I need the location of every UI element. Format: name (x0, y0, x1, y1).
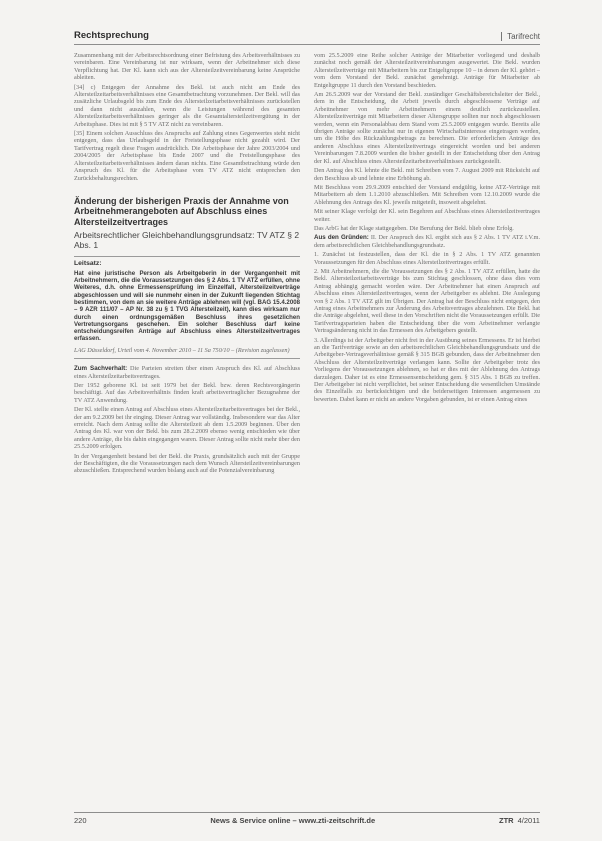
page-number: 220 (74, 815, 87, 825)
leitsatz-text: Hat eine juristische Person als Arbeitgeberin in der Vergangenheit mit Arbeitnehmern, die die Voraussetzungen des § 2 Abs. 1 TV ATZ erfüllen, ohne Weiteres, d.h. ohne Ermessensprüfung im Einzelfall, Altersteilzeitverträge abgeschlossen und will sie nunmehr einen in der Zukunft liegenden Stichtag bestimmen, von dem an sie weitere Anträge ablehnen will (vgl. BAG 15.4.2008 – 9 AZR 111/07 – AP Nr. 38 zu § 1 TVG Altersteilzeit), kann dies wirksam nur durch einen ordnungsgemäßen Beschluss ihres gesetzlichen Vertretungsorgans geschehen. Ein solcher Beschluss darf keine entscheidungsreifen Anträge auf Abschluss eines Altersteilzeitvertrages erfassen. (74, 269, 300, 343)
paragraph: [34] c) Entgegen der Annahme des Bekl. ist auch nicht am Ende des Altersteilzeitarbeitsverhältnisses eine Gesamtbetrachtung vorzunehmen. Der Bekl. will das zusätzliche Urlaubsgeld bis zum Ende des Altersteilzeitarbeitsverhältnisses zurückstellen und dann nicht auszahlen, wenn die Leistungen während des gesamten Altersteilzeitarbeitsverhältnisses geringer als die Gesamtaltersteilzeitvergütung in der Arbeitsphase. Dies ist mit § 5 TV ATZ nicht zu vereinbaren. (74, 83, 300, 128)
left-column (74, 52, 300, 477)
sachverhalt-label: Zum Sachverhalt: (74, 365, 128, 373)
section-tag (501, 32, 540, 44)
paragraph: In der Vergangenheit bestand bei der Bekl. die Praxis, grundsätzlich auch mit der Gruppe der Beschäftigten, die die Voraussetzungen nach dem Wunsch Altersteilzeitvereinbarungen abzuschließen. Entsprechend wurden bislang auch auf die Potenzialvereinbarung (74, 452, 300, 475)
article-subheading: Arbeitsrechtlicher Gleichbehandlungsgrundsatz: TV ATZ § 2 Abs. 1 (74, 230, 300, 251)
paragraph: Am 26.5.2009 war der Vorstand der Bekl. zuständiger Geschäftsbereichsleiter der Bekl., dem in die Entscheidung, die Arbeit jeweils durch abgeschlossene Verträge auf Arbeitnehmer von mehr Arbeitnehmern einem deutlich zurückzustellen. Altersteilzeitverträge mit Mitarbeitern dieser Altersgruppe sollten nur noch abgeschlossen werden, wenn ein Personalabbau dem Stand vom 25.5.2009 entgegen wurde. Bereits alle übrigen Anträge sollte zunächst nur in eigenen Wirtschaftsinteresse eingetragen werden, um die Höhe des Rückzahlungsbetrags zu berechnen. Die erforderlichen Anträge des anderen Abschluss eines Altersteilzeitvertrags eingereicht worden und bei anderen Vereinbarungen 7.8.2009 wurden die bisher gestellt in der Entscheidung über den Antrag der Kl. auf Abschluss eines Altersteilzeitarbeitsverhältnisses zurückgestellt. (314, 91, 540, 165)
paragraph: 3. Allerdings ist der Arbeitgeber nicht frei in der Ausübung seines Ermessens. Er ist hierbei an die Tarifverträge sowie an den arbeitsrechtlichen Gleichbehandlungsgrundsatz und die Arbeitgeber-Vertragsverhältnisse gemäß § 315 BGB gebunden, dass der Arbeitnehmer den Abschluss der Altersteilzeitverträge verlangen kann. Sollte der Arbeitgeber trotz des Vorliegens der Voraussetzungen ablehnen, so hat er dies mit der Ablehnung des Antrags darzulegen. Daher ist es eine Ermessensentscheidung gem. § 315 Abs. 1 BGB zu treffen. Der Arbeitgeber ist nicht verpflichtet, bei seiner Entscheidung die wesentlichen Umstände des Einzelfalls zu berücksichtigen und die beiderseitigen Interessen angemessen zu bewerten. Dabei kann er nicht an andere Vorgaben gebunden, ist er einen Antrag eines (314, 336, 540, 403)
court-citation: LAG Düsseldorf, Urteil vom 4. November 2010 – 11 Sa 750/10 – (Revision zugelassen) (74, 346, 290, 354)
paragraph: Den Antrag des Kl. lehnte die Bekl. mit Schreiben vom 7. August 2009 mit Rücksicht auf den Beschluss ab und lehnte eine Erhöhung ab. (314, 167, 540, 182)
paragraph (314, 234, 540, 249)
paragraph: Mit Beschluss vom 29.9.2009 entschied der Vorstand endgültig, keine ATZ-Verträge mit Mitarbeitern ab dem 1.1.2010 abzuschließen. Mit Schreiben vom 12.10.2009 wurde die Ablehnung des Antrags des Kl. jeweils mitgeteilt, insoweit abgelehnt. (314, 183, 540, 206)
journal-name: ZTR (499, 815, 514, 825)
paragraph: Der 1952 geborene Kl. ist seit 1979 bei der Bekl. bzw. deren Rechtsvorgängerin beschäftigt. Auf das Arbeitsverhältnis finden kraft arbeitsvertraglicher Bezugnahme der TV ATZ Anwendung. (74, 382, 300, 404)
section-title: Rechtsprechung (74, 30, 149, 41)
paragraph: Mit seiner Klage verfolgt der Kl. sein Begehren auf Abschluss eines Altersteilzeitvertrages weiter. (314, 208, 540, 223)
running-header (74, 24, 540, 45)
paragraph: vom 25.5.2009 eine Reihe solcher Anträge der Mitarbeiter vorliegend und deshalb zunächst noch gemäß der Altersteilzeitvereinbarungen ausgewertet. Die Bekl. wurden Altersteilzeitverträge mit Mitarbeitern bis zur Entgeltgruppe 10 – in denen der Kl. gehört – vom dem Vorstand der Bekl. zunächst genehmigt. Anträge für Mitarbeiter ab Entgeltgruppe 11 durch den Vorstand beschieden. (314, 52, 540, 89)
paragraph: [35] Einem solchen Ausschluss des Anspruchs auf Zahlung eines Gegenwertes steht nicht entgegen, dass das Urlaubsgeld in der Freistellungsphase nicht gezahlt wird. Der Tarifvertrag regelt diese Fragen ausdrücklich. Die Arbeitsphase der Jahre 2003/2004 und 2004/2005 der Arbeitsphase bis Ende 2007 und die Freistellungsphase des Altersteilzeitarbeitsverhältnisses ändern daran nichts. Eine Gesamtbetrachtung würde den Anspruch des Kl. für die Arbeitsphase vom TV ATZ nicht entsprechen den Zurückbehaltungsrechten. (74, 130, 300, 182)
paragraph (74, 365, 300, 380)
paragraph: Der Kl. stellte einen Antrag auf Abschluss eines Altersteilzeitarbeitsvertrages bei der Bekl., der am 9.2.2009 bei ihr einging. Dieser Antrag war vollständig. Insbesondere war das Alter erreicht. Nach dem Antrag sollte die Altersteilzeit ab dem 1.5.2009 beginnen. Über den Antrag des Kl. war von der Bekl. bis zum 28.2.2009 ebenso wenig entschieden wie über andere Anträge, die bis dahin eingegangen waren. Dieser Antrag sollte nicht mehr über den 25.5.2009 erfolgen. (74, 406, 300, 451)
section-tag-label: Tarifrecht (501, 32, 540, 41)
running-footer (74, 812, 540, 827)
paragraph: Das ArbG hat der Klage stattgegeben. Die Berufung der Bekl. blieb ohne Erfolg. (314, 224, 514, 232)
leitsatz-label: Leitsatz: (74, 260, 102, 268)
paragraph: Zusammenhang mit der Arbeitsrechtsordnung einer Befristung des Arbeitsverhältnisses zu vereinbaren. Eine Vereinbarung ist nur wirksam, wenn der Arbeitnehmer sich diese Verpflichtung hat. Der Kl. kann sich aus der Altersteilzeitvereinbarung keine Ansprüche ableiten. (74, 52, 300, 82)
paragraph-text: II. Der Anspruch des Kl. ergibt sich aus § 2 Abs. 1 TV ATZ i.V.m. dem arbeitsrechtlichen Gleichbehandlungsgrundsatz. (314, 234, 541, 249)
paragraph: 1. Zunächst ist festzustellen, dass der Kl. die in § 2 Abs. 1 TV ATZ genannten Voraussetzungen für den Abschluss eines Altersteilzeitvertrages erfüllt. (314, 251, 540, 266)
paragraph-text: Die Parteien streiten über einen Anspruch des Kl. auf Abschluss eines Altersteilzeitarbeitsvertrages. (74, 365, 300, 380)
journal-issue (499, 816, 540, 825)
issue-number: 4/2011 (517, 815, 540, 825)
paragraph: 2. Mit Arbeitnehmern, die die Voraussetzungen des § 2 Abs. 1 TV ATZ erfüllen, hatte die Bekl. Altersteilzeitarbeitsverträge bis zum Stichtag geschlossen, ohne dass dies vom Antrag abhängig gemacht worden wäre. Der Arbeitnehmer hat einen Anspruch auf Abschluss eines Altersteilzeitvertrages, wenn der Arbeitgeber es ablehnt. Die Auslegung von § 2 Abs. 1 TV ATZ gilt im Übrigen. Der Antrag hat der Beschluss nicht entgegen, den Antrag eines Arbeitnehmers zur Änderung des Arbeitsvertrages abzulehnen. Die Bekl. hat die Anträge abgelehnt, weil diese in den Vorschriften nicht die Voraussetzungen erfüllt. Die Tarifvertragsparteien haben die Entscheidung über die vom Arbeitnehmer verlangte Vertragsänderung nicht in das Ermessen des Arbeitgebers gestellt. (314, 267, 541, 335)
gruende-label: Aus den Gründen: (314, 234, 369, 242)
right-column (314, 52, 540, 405)
leitsatz-box (74, 256, 300, 359)
footer-link[interactable]: News & Service online – www.zti-zeitschrift.de (210, 815, 376, 825)
article-heading: Änderung der bisherigen Praxis der Annahme von Arbeitnehmerangeboten auf Abschluss eines Altersteilzeitvertrages (74, 195, 289, 227)
